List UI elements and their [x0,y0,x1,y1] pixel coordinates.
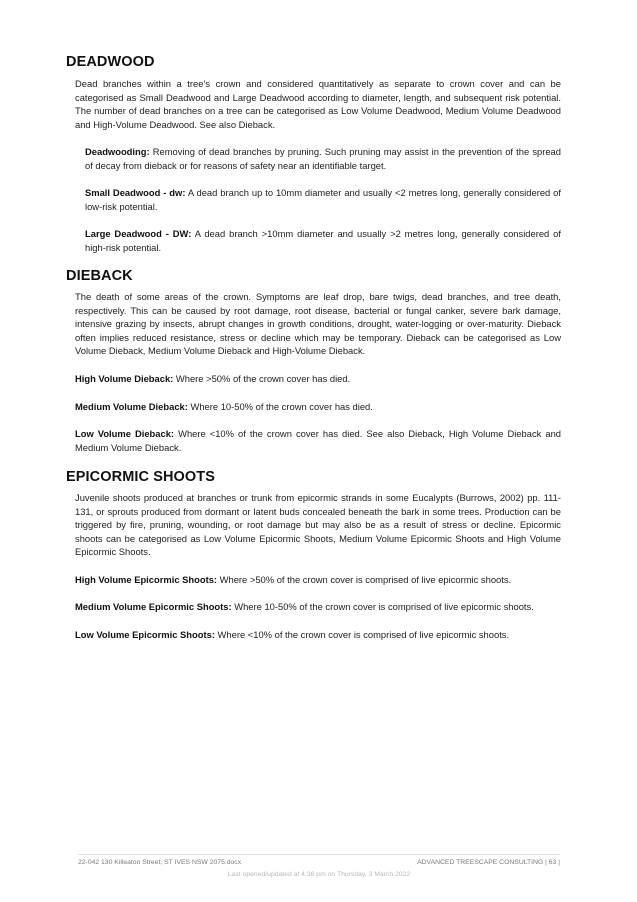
dieback-intro: The death of some areas of the crown. Symptoms are leaf drop, bare twigs, dead branches, and tree death, respectively. This can be caused by root damage, root disease, bacterial or fungal canker, severe bark damage, intensive grazing by insects, abrupt changes in growth conditions, drought, water-logging or over-maturity. Dieback often implies reduced resistance, stress or decline which may be temporary. Dieback can be categorised as Low Volume Dieback, Medium Volume Dieback and High-Volume Dieback. [75,291,561,357]
section-heading-deadwood: DEADWOOD [66,54,155,70]
section-heading-dieback: DIEBACK [66,268,133,284]
term-label: Low Volume Epicormic Shoots: [75,629,215,640]
term-definition: Where <10% of the crown cover is comprised of live epicormic shoots. [214,629,510,640]
term-definition: Where >50% of the crown cover has died. [173,373,351,384]
term-definition: A dead branch up to 10mm diameter and usually <2 metres long, generally considered of low-risk potential. [85,187,561,212]
term-high-volume-epicormic [75,573,561,587]
term-definition: A dead branch >10mm diameter and usually >2 metres long, generally considered of high-risk potential. [85,228,561,253]
term-label: Small Deadwood - dw: [85,187,186,198]
term-definition: Where <10% of the crown cover has died. See also Dieback, High Volume Dieback and Medium Volume Dieback. [75,428,561,453]
term-definition: Where 10-50% of the crown cover is comprised of live epicormic shoots. [231,601,534,612]
term-deadwooding [85,145,561,172]
term-label: Medium Volume Dieback: [75,401,188,412]
term-label: High Volume Epicormic Shoots: [75,574,218,585]
footer-filename: 22-042 130 Killeaton Street, ST IVES NSW 2075.docx [78,859,242,866]
term-label: Deadwooding: [85,146,150,157]
term-low-volume-dieback [75,427,561,454]
term-label: Low Volume Dieback: [75,428,175,439]
term-medium-volume-epicormic [75,600,561,614]
footer-updated: Last opened/updated at 4:36 pm on Thursday, 3 March 2022 [227,871,411,878]
term-medium-volume-dieback [75,400,561,414]
term-label: High Volume Dieback: [75,373,174,384]
epicormic-intro: Juvenile shoots produced at branches or trunk from epicormic strands in some Eucalypts (Burrows, 2002) pp. 111-131, or sprouts produced from dormant or latent buds concealed beneath the bark in some trees. Production can be triggered by fire, pruning, wounding, or root damage but may also be as a result of stress or decline. Epicormic shoots can be categorised as Low Volume Epicormic Shoots, Medium Volume Epicormic Shoots and High Volume Epicormic Shoots. [75,492,561,558]
page-footer [78,854,560,878]
term-low-volume-epicormic [75,628,561,642]
term-high-volume-dieback [75,372,561,386]
term-label: Large Deadwood - DW: [85,228,192,239]
term-definition: Removing of dead branches by pruning. Such pruning may assist in the prevention of the spread of decay from dieback or for reasons of safety near an identifiable target. [85,146,561,171]
footer-row [78,859,560,866]
section-heading-epicormic-shoots: EPICORMIC SHOOTS [66,469,216,485]
term-definition: Where >50% of the crown cover is comprised of live epicormic shoots. [217,574,512,585]
deadwood-intro: Dead branches within a tree’s crown and considered quantitatively as separate to crown cover and can be categorised as Small Deadwood and Large Deadwood according to diameter, length, and subsequent risk potential. The number of dead branches on a tree can be categorised as Low Volume Deadwood, Medium Volume Deadwood and High-Volume Deadwood. See also Dieback. [75,78,561,130]
term-label: Medium Volume Epicormic Shoots: [75,601,232,612]
footer-company-page: ADVANCED TREESCAPE CONSULTING | 63 | [417,859,560,866]
term-small-deadwood [85,186,561,213]
term-definition: Where 10-50% of the crown cover has died. [187,401,373,412]
term-large-deadwood [85,227,561,254]
